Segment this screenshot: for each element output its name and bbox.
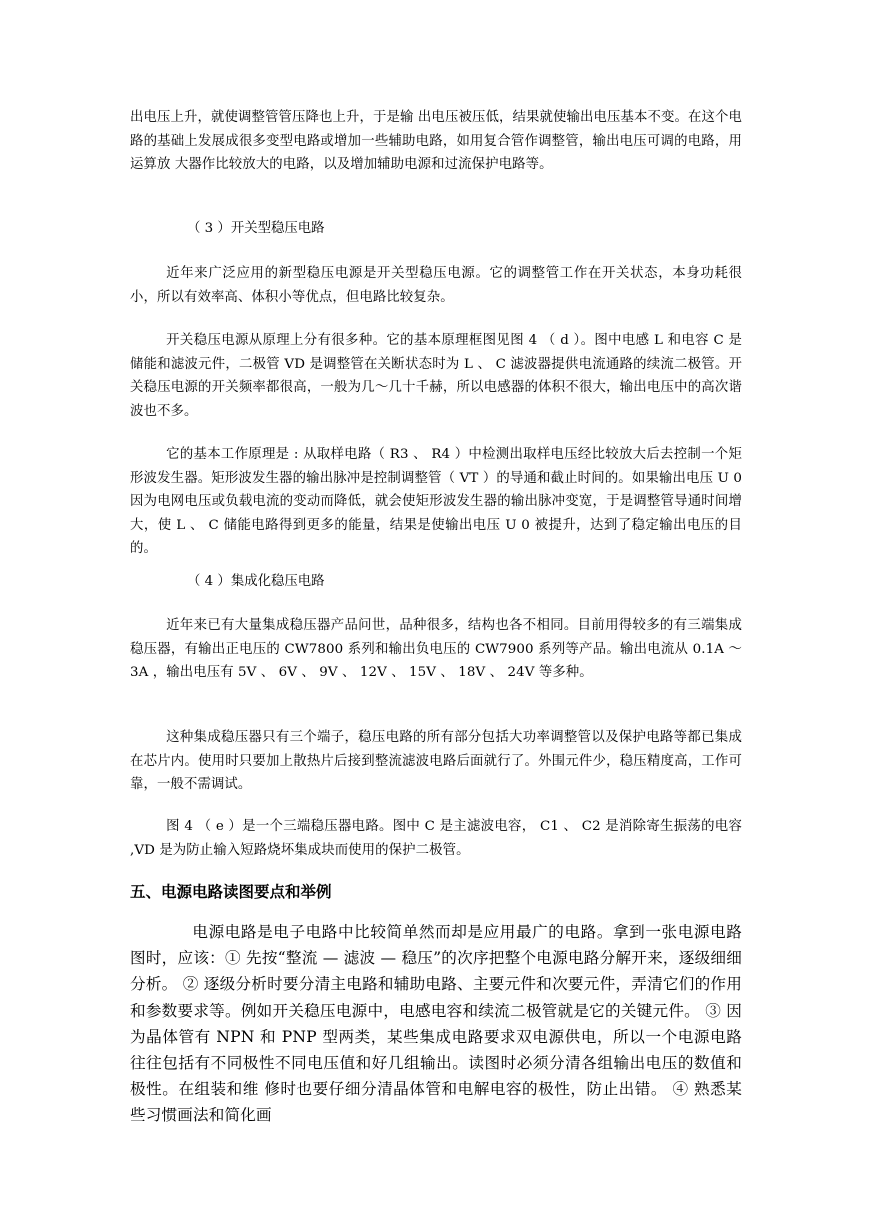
- paragraph-reading-tips: 电源电路是电子电路中比较简单然而却是应用最广的电路。拿到一张电源电路图时，应该：① 先按“整流 — 滤波 — 稳压”的次序把整个电源电路分解开来，逐级细细分析。 ② 逐级分析时要分清主电路和辅助电路、主要元件和次要元件，弄清它们的作用和参数要求等。例如开关稳压电源中，电感电容和续流二极管就是它的关键元件。 ③ 因为晶体管有 NPN 和 PNP 型两类，某些集成电路要求双电源供电，所以一个电源电路往往包括有不同极性不同电压值和好几组输出。读图时必须分清各组输出电压的数值和极性。在组装和维 修时也要仔细分清晶体管和电解电容的极性，防止出错。 ④ 熟悉某些习惯画法和简化画: [130, 923, 742, 1125]
- subheading-integrated-regulator: （ 4 ）集成化稳压电路: [187, 574, 325, 589]
- paragraph-working-principle: 它的基本工作原理是 : 从取样电路（ R3 、 R4 ）中检测出取样电压经比较放大后去控制一个矩形波发生器。矩形波发生器的输出脉冲是控制调整管（ VT ）的导通和截止时间的。如果输出电压 U 0 因为电网电压或负载电流的变动而降低，就会使矩形波发生器的输出脉冲变宽，于是调整管导通时间增大，使 L 、 C 储能电路得到更多的能量，结果是使输出电压 U 0 被提升，达到了稳定输出电压的目的。: [130, 447, 742, 556]
- paragraph-integrated-intro: 近年来已有大量集成稳压器产品问世，品种很多，结构也各不相同。目前用得较多的有三端集成稳压器，有输出正电压的 CW7800 系列和输出负电压的 CW7900 系列等产品。输出电流从 0.1A ～ 3A ，输出电压有 5V 、 6V 、 9V 、 12V 、 15V 、 18V 、 24V 等多种。: [130, 618, 742, 680]
- subheading-switching-regulator: （ 3 ）开关型稳压电路: [187, 221, 325, 236]
- section-heading-5: 五、电源电路读图要点和举例: [130, 883, 332, 901]
- paragraph-three-terminal: 这种集成稳压器只有三个端子，稳压电路的所有部分包括大功率调整管以及保护电路等都已集成在芯片内。使用时只要加上散热片后接到整流滤波电路后面就行了。外围元件少，稳压精度高，工作可靠，一般不需调试。: [130, 730, 742, 792]
- paragraph-series-regulator-variants: 出电压上升，就使调整管管压降也上升，于是输 出电压被压低，结果就使输出电压基本不变。在这个电路的基础上发展成很多变型电路或增加一些辅助电路，如用复合管作调整管，输出电压可调的电路，用运算放 大器作比较放大的电路，以及增加辅助电源和过流保护电路等。: [130, 110, 742, 172]
- paragraph-switching-principle: 开关稳压电源从原理上分有很多种。它的基本原理框图见图 4 （ d ）。图中电感 L 和电容 C 是储能和滤波元件，二极管 VD 是调整管在关断状态时为 L 、 C 滤波器提供电流通路的续流二极管。开关稳压电源的开关频率都很高，一般为几～几十千赫，所以电感器的体积不很大，输出电压中的高次谐波也不多。: [130, 333, 742, 419]
- paragraph-switching-intro: 近年来广泛应用的新型稳压电源是开关型稳压电源。它的调整管工作在开关状态，本身功耗很小，所以有效率高、体积小等优点，但电路比较复杂。: [130, 266, 742, 305]
- paragraph-figure-4e: 图 4 （ e ）是一个三端稳压器电路。图中 C 是主滤波电容， C1 、 C2 是消除寄生振荡的电容 ,VD 是为防止输入短路烧坏集成块而使用的保护二极管。: [130, 819, 742, 858]
